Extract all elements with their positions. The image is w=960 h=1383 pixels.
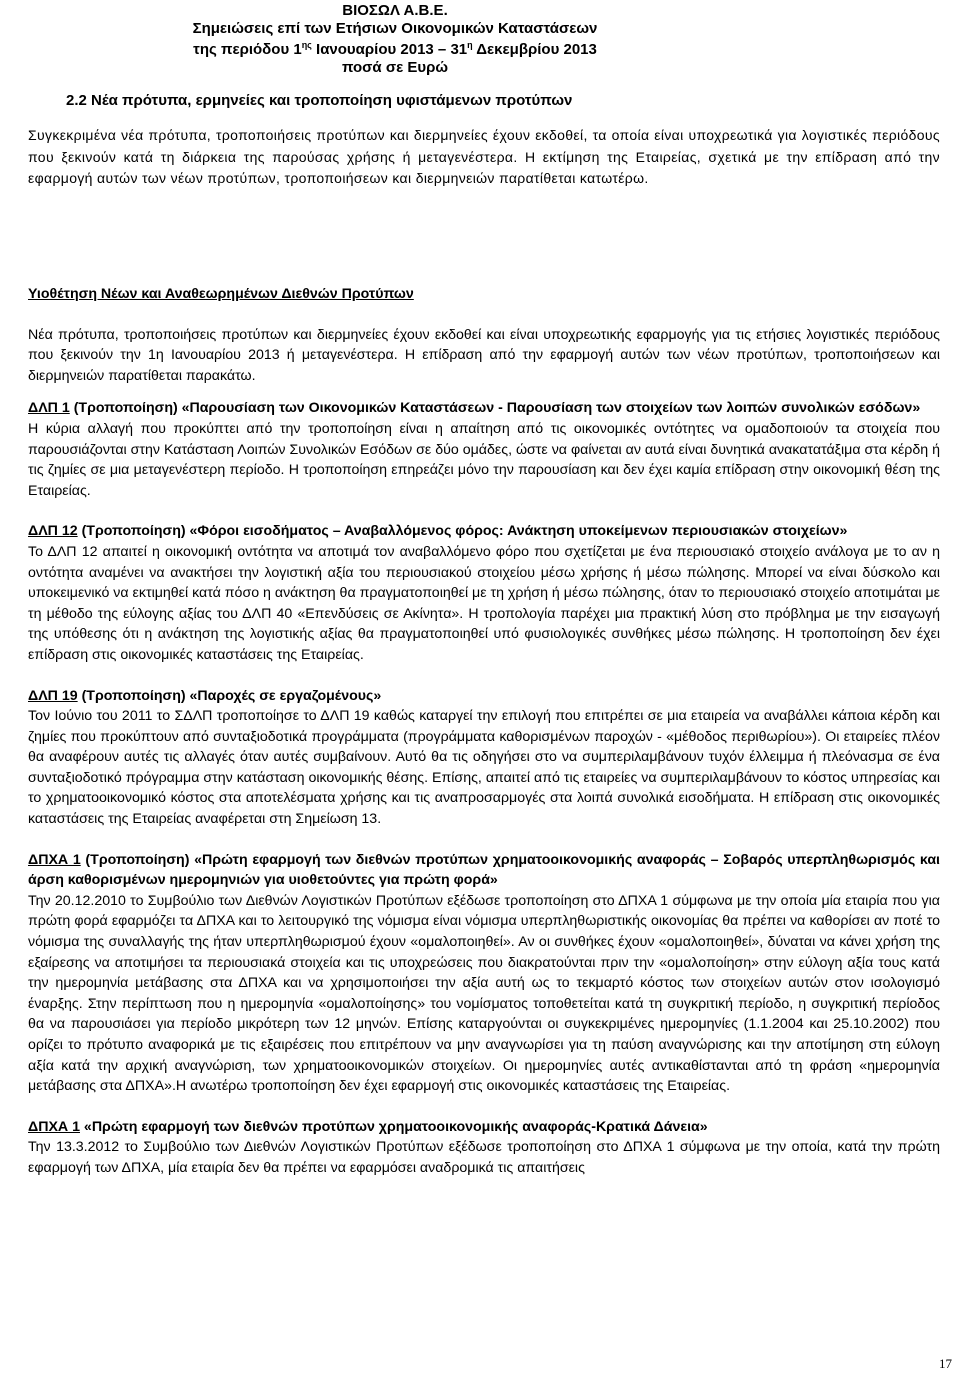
section-text: Το ΔΛΠ 12 απαιτεί η οικονομική οντότητα να αποτιμά τον αναβαλλόμενο φόρο που σχετίζεται με ένα περιουσιακό στοιχείο ανάλογα με το αν η οντότητα αναμένει να ανακτήσει την λογιστική αξία του περιουσιακού στοιχείου μέσω χρήσης ή μέσω πώλησης. Μπορεί να είναι δύσκολο και υποκειμενικό να εκτιμηθεί κατά πόσο η ανάκτηση θα πραγματοποιηθεί με τη χρήση ή μέσω πώλησης, όταν το περιουσιακό στοιχείο αποτιμάται με τη μέθοδο της εύλογης αξίας του ΔΛΠ 40 «Επενδύσεις σε Ακίνητα». Η τροπολογία παρέχει μια πρακτική λύση στο πρόβλημα με την εισαγωγή της υπόθεσης ότι η ανάκτηση της λογιστικής αξίας θα πραγματοποιηθεί υπό φυσιολογικές συνθήκες μέσω πώλησης. Η τροποποίηση δεν έχει επίδραση στις οικονομικές καταστάσεις της Εταιρείας. [28,543,940,663]
section-title: 2.2 Νέα πρότυπα, ερμηνείες και τροποποίηση υφιστάμενων προτύπων [66,92,573,109]
standard-code: ΔΠΧΑ 1 [28,1118,80,1135]
standard-title: (Τροποποίηση) «Πρώτη εφαρμογή των διεθνών προτύπων χρηματοοικονομικής αναφοράς – Σοβαρός υπερπληθωρισμός και άρση καθορισμένων ημερομηνιών για υιοθετούντες για πρώτη φορά» [28,851,940,889]
section-heading [28,686,940,707]
section-heading [28,1117,940,1138]
standard-title: «Πρώτη εφαρμογή των διεθνών προτύπων χρηματοοικονομικής αναφοράς-Κρατικά Δάνεια» [79,1118,708,1135]
period-sup: η [467,40,473,50]
section-text: Τον Ιούνιο του 2011 το ΣΔΛΠ τροποποίησε το ΔΛΠ 19 καθώς καταργεί την επιλογή που επιτρέπει σε μια εταιρεία να αναβάλλει κάποια κέρδη και ζημίες που προκύπτουν από συνταξιοδοτικά προγράμματα (προγράμματα καθορισμένων παροχών - «μέθοδος περιθωρίου»). Οι εταιρείες πλέον θα αναφέρουν αυτές τις αλλαγές όταν αυτές συμβαίνουν. Αυτό θα τις οδηγήσει στο να συμπεριλαμβάνουν τυχόν έλλειμμα ή πλεόνασμα σε ένα συνταξιοδοτικό πρόγραμμα στην κατάσταση οικονομικής θέσης. Επίσης, απαιτεί από τις εταιρείες να συμπεριλαμβάνουν το κόστος υπηρεσίας και το χρηματοοικονομικό κόστος στα αποτελέσματα χρήσης και τις αναπροσαρμογές στα λοιπά συνολικά εισοδήματα. Η επίδραση στις οικονομικές καταστάσεις της Εταιρείας αναφέρεται στη Σημείωση 13. [28,708,940,828]
adoption-text: Νέα πρότυπα, τροποποιήσεις προτύπων και διερμηνείες έχουν εκδοθεί και είναι υποχρεωτικής εφαρμογής για τις ετήσιες λογιστικές περιόδους που ξεκινούν την 1η Ιανουαρίου 2013 ή μεταγενέστερα. Η επίδραση από την εφαρμογή αυτών των νέων προτύπων, τροποποιήσεων και διερμηνειών παρατίθεται παρακάτω. [28,326,940,384]
standard-title: (Τροποποίηση) «Παροχές σε εργαζομένους» [77,687,382,704]
period-part: της περιόδου 1 [193,41,302,58]
standard-code: ΔΠΧΑ 1 [28,851,81,868]
page-number: 17 [939,1356,952,1371]
section-heading [28,398,940,419]
period-sup: ης [301,40,312,50]
report-title: Σημειώσεις επί των Ετήσιων Οικονομικών Καταστάσεων [192,19,598,37]
section-heading [28,850,940,891]
currency-note: ποσά σε Ευρώ [341,58,449,76]
section-text: Την 20.12.2010 το Συμβούλιο των Διεθνών Λογιστικών Προτύπων εξέδωσε τροποποίηση στο ΔΠΧΑ 1 σύμφωνα με την οποία μία εταιρία που για πρώτη φορά εφαρμόζει τα ΔΠΧΑ και το λειτουργικό της νόμισμα είναι νόμισμα υπερπληθωριστικής οικονομίας θα πρέπει να καθορίσει αν ποτέ το νόμισμα της συναλλαγής της ήταν υπερπληθωρισμού έχουν «ομαλοποιηθεί». Αν οι συνθήκες έχουν «ομαλοποιηθεί», δύναται να κάνει χρήση της εξαίρεσης να αποτιμήσει τα περιουσιακά στοιχεία και τις υποχρεώσεις που διακρατούνται πριν την «ομαλοποίηση» στην εύλογη αξία τους κατά την ημερομηνία μετάβασης στα ΔΠΧΑ και να χρησιμοποιήσει την αξία αυτή ως το τεκμαρτό κόστος των στοιχείων αυτών στον ισολογισμό έναρξης. Στην περίπτωση που η ημερομηνία «ομαλοποίησης» του νομίσματος τοποθετείται κατά τη συγκριτική περίοδο, η συγκριτική περίοδος θα να παρουσιάσει για περίοδο μικρότερη των 12 μηνών. Επίσης καταργούνται οι συγκεκριμένες ημερομηνίες (1.1.2004 και 25.10.2002) που ορίζει το πρότυπο αναφορικά με τις εξαιρέσεις που επιτρέπουν να μην αναγνωρίσει για τη παύση αναγνώρισης και την αποτίμηση στη εύλογη αξία κατά την αρχική αναγνώριση, των χρηματοοικονομικών στοιχείων. Οι ημερομηνίες αυτές αντικαθίστανται από τη φράση «ημερομηνία μετάβασης στα ΔΠΧΑ».Η ανωτέρω τροποποίηση δεν έχει εφαρμογή στις οικονομικές καταστάσεις της Εταιρείας. [28,892,940,1095]
period-part: Δεκεμβρίου 2013 [472,41,597,58]
company-name: ΒΙΟΣΩΛ Α.Β.Ε. [342,2,448,19]
standard-title: (Τροποποίηση) «Παρουσίαση των Οικονομικών Καταστάσεων - Παρουσίαση των στοιχείων των λοιπών συνολικών εσόδων» [69,400,921,417]
period-part: Ιανουαρίου 2013 – 31 [311,41,468,58]
document-header [145,0,645,76]
section-heading [28,521,940,542]
report-period [145,37,645,59]
standard-code: ΔΛΠ 1 [28,400,70,417]
section-text: Την 13.3.2012 το Συμβούλιο των Διεθνών Λογιστικών Προτύπων εξέδωσε τροποποίηση στο ΔΠΧΑ 1 σύμφωνα με την οποία, κατά την πρώτη εφαρμογή των ΔΠΧΑ, μία εταιρία δεν θα πρέπει να εφαρμόσει αναδρομικά τις απαιτήσεις [28,1139,940,1176]
document-body [28,284,940,1179]
standard-code: ΔΛΠ 12 [28,523,78,540]
standard-code: ΔΛΠ 19 [28,687,78,704]
section-text: Η κύρια αλλαγή που προκύπτει από την τροποποίηση είναι η απαίτηση από τις οικονομικές οντότητες να ομαδοποιούν τα στοιχεία που παρουσιάζονται στην Κατάσταση Λοιπών Συνολικών Εσόδων σε δύο ομάδες, ώστε να φαίνεται αν αυτά είναι δυνητικά ανακατατάξιμα στα κέρδη ή τις ζημίες σε μια μεταγενέστερη περίοδο. Η τροποποίηση επηρεάζει μόνο την παρουσίαση και δεν έχει καμία επίδραση στην οικονομική θέση της Εταιρείας. [28,420,940,499]
standard-title: (Τροποποίηση) «Φόροι εισοδήματος – Αναβαλλόμενος φόρος: Ανάκτηση υποκείμενων περιουσιακών στοιχείων» [77,523,848,540]
intro-paragraph: Συγκεκριμένα νέα πρότυπα, τροποποιήσεις προτύπων και διερμηνείες έχουν εκδοθεί, τα οποία είναι υποχρεωτικά για λογιστικές περιόδους που ξεκινούν κατά τη διάρκεια της παρούσας χρήσης ή μεταγενέστερα. Η εκτίμηση της Εταιρείας, σχετικά με την επίδραση από την εφαρμογή αυτών των νέων προτύπων, τροποποιήσεων και διερμηνειών παρατίθεται κατωτέρω. [28,127,940,186]
adoption-heading: Υιοθέτηση Νέων και Αναθεωρημένων Διεθνών Προτύπων [28,286,414,302]
